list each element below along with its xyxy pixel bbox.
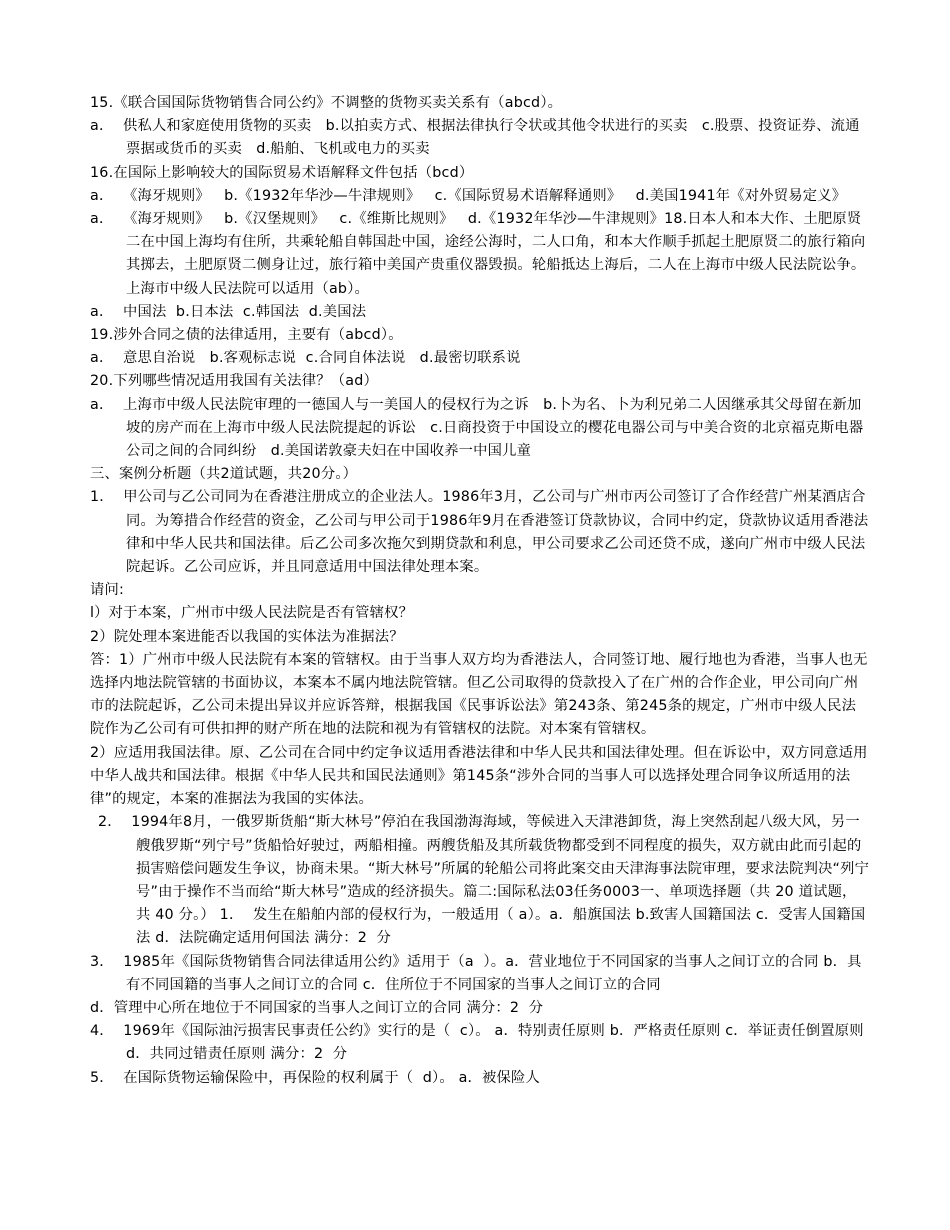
question-15: 15.《联合国国际货物销售合同公约》不调整的货物买卖关系有（abcd）。 (90, 95, 563, 111)
question-16-options: a． 《海牙规则》 b.《1932年华沙—牛津规则》 c.《国际贸易术语解释通则》 d.美国1941年《对外贸易定义》 (90, 187, 847, 204)
case-2-text: 2． 1994年8月，一俄罗斯货船“斯大林号”停泊在我国渤海海域，等候进入天津港卸货，海上突然刮起八级大风，另一艘俄罗斯“列宁号”货船恰好驶过，两船相撞。两艘货船及其所载货物都受到不同程度的损失，双方就由此而引起的损害赔偿问题发生争议，协商未果。“斯大林号”所属的轮船公司将此案交由天津海事法院审理，要求法院判决“列宁号”由于操作不当而给“斯大林号”造成的经济损失。篇二:国际私法03任务0003一、单项选择题（共 20 道试题，共 40 分。） 1． 发生在船舶内部的侵权行为，一般适用（ a）。a．船旗国法 b.致害人国籍国法 c．受害人国籍国法 d．法院确定适用何国法 满分：2 分 (98, 814, 870, 947)
question-15-options: a． 供私人和家庭使用货物的买卖 b.以拍卖方式、根据法律执行令状或其他令状进行的买卖 c.股票、投资证券、流通票据或货币的买卖 d.船舶、飞机或电力的买卖 (90, 118, 860, 158)
question-19: 19.涉外合同之债的法律适用，主要有（abcd）。 (90, 327, 403, 344)
case-1-answer-2: 2）应适用我国法律。原、乙公司在合同中约定争议适用香港法律和中华人民共和国法律处理。但在诉讼中，双方同意适用中华人战共和国法律。根据《中华人民共和国民法通则》第145条“涉外合同的当事人可以选择处理合同争议所适用的法律”的规定，本案的准据法为我国的实体法。 (90, 744, 868, 808)
question-17-18-text: a． 《海牙规则》 b.《汉堡规则》 c.《维斯比规则》 d.《1932年华沙—牛津规则》18.日本人和本大作、土肥原贤二在中国上海均有住所，共乘轮船自韩国赴中国，途经公海时，二人口角，和本大作顺手抓起土肥原贤二的旅行箱向其掷去，土肥原贤二侧身让过，旅行箱中美国产贵重仪器毁损。轮船抵达上海后，二人在上海市中级人民法院讼争。上海市中级人民法院可以适用（ab）。 (90, 211, 866, 297)
single-choice-5: 5． 在国际货物运输保险中，再保险的权利属于（ d）。 a．被保险人 (90, 1069, 541, 1086)
case-1-answer-1: 答：1）广州市中级人民法院有本案的管辖权。由于当事人双方均为香港法人，合同签订地、履行地也为香港，当事人也无选择内地法院管辖的书面协议，本案本不属内地法院管辖。但乙公司取得的贷款投入了在广州的合作企业，甲公司向广州市的法院起诉，乙公司未提出异议并应诉答辩，根据我国《民事诉讼法》第243条、第245条的规定，广州市中级人民法院作为乙公司有可供扣押的财产所在地的法院和视为有管辖权的法院。对本案有管辖权。 (90, 651, 868, 738)
question-20: 20.下列哪些情况适用我国有关法律？（ad） (90, 373, 379, 390)
case-1-text: 1． 甲公司与乙公司同为在香港注册成立的企业法人。1986年3月，乙公司与广州市丙公司签订了合作经营广州某酒店合同。为筹措合作经营的资金，乙公司与甲公司于1986年9月在香港签订贷款协议，合同中约定，贷款协议适用香港法律和中华人民共和国法律。后乙公司多次拖欠到期贷款和利息，甲公司要求乙公司还贷不成，遂向广州市中级人民法院起诉。乙公司应诉，并且同意适用中国法律处理本案。 (90, 489, 869, 576)
single-choice-4: 4． 1969年《国际油污损害民事责任公约》实行的是（ c）。 a．特别责任原则 b．严格责任原则 c．举证责任倒置原则 d．共同过错责任原则 满分：2 分 (90, 1023, 864, 1063)
question-20-options: a． 上海市中级人民法院审理的一德国人与一美国人的侵权行为之诉 b.卜为名、卜为利兄弟二人因继承其父母留在新加坡的房产而在上海市中级人民法院提起的诉讼 c.日商投资于中国设立的樱花电器公司与中美合资的北京福克斯电器公司之间的合同纠纷 d.美国诺敦豪夫妇在中国收养一中国儿童 (90, 396, 864, 460)
case-1-question-2: 2）院处理本案进能否以我国的实体法为准据法？ (90, 628, 404, 645)
single-choice-3-option-d: d．管理中心所在地位于不同国家的当事人之间订立的合同 满分：2 分 (90, 999, 544, 1016)
document-body (90, 92, 870, 1090)
question-16: 16.在国际上影响较大的国际贸易术语解释文件包括（bcd） (90, 164, 474, 181)
case-1-prompt: 请问: (90, 582, 125, 599)
case-1-question-1: l）对于本案，广州市中级人民法院是否有管辖权？ (90, 605, 414, 622)
section-heading-case-analysis: 三、案例分析题（共2道试题，共20分。） (90, 466, 358, 483)
question-18-options: a． 中国法 b.日本法 c.韩国法 d.美国法 (90, 303, 367, 320)
single-choice-3: 3． 1985年《国际货物销售合同法律适用公约》适用于（a ）。a．营业地位于不同国家的当事人之间订立的合同 b．具有不同国籍的当事人之间订立的合同 c．住所位于不同国家的当事人之间订立的合同 (90, 953, 862, 993)
question-19-options: a． 意思自治说 b.客观标志说 c.合同自体法说 d.最密切联系说 (90, 350, 521, 367)
